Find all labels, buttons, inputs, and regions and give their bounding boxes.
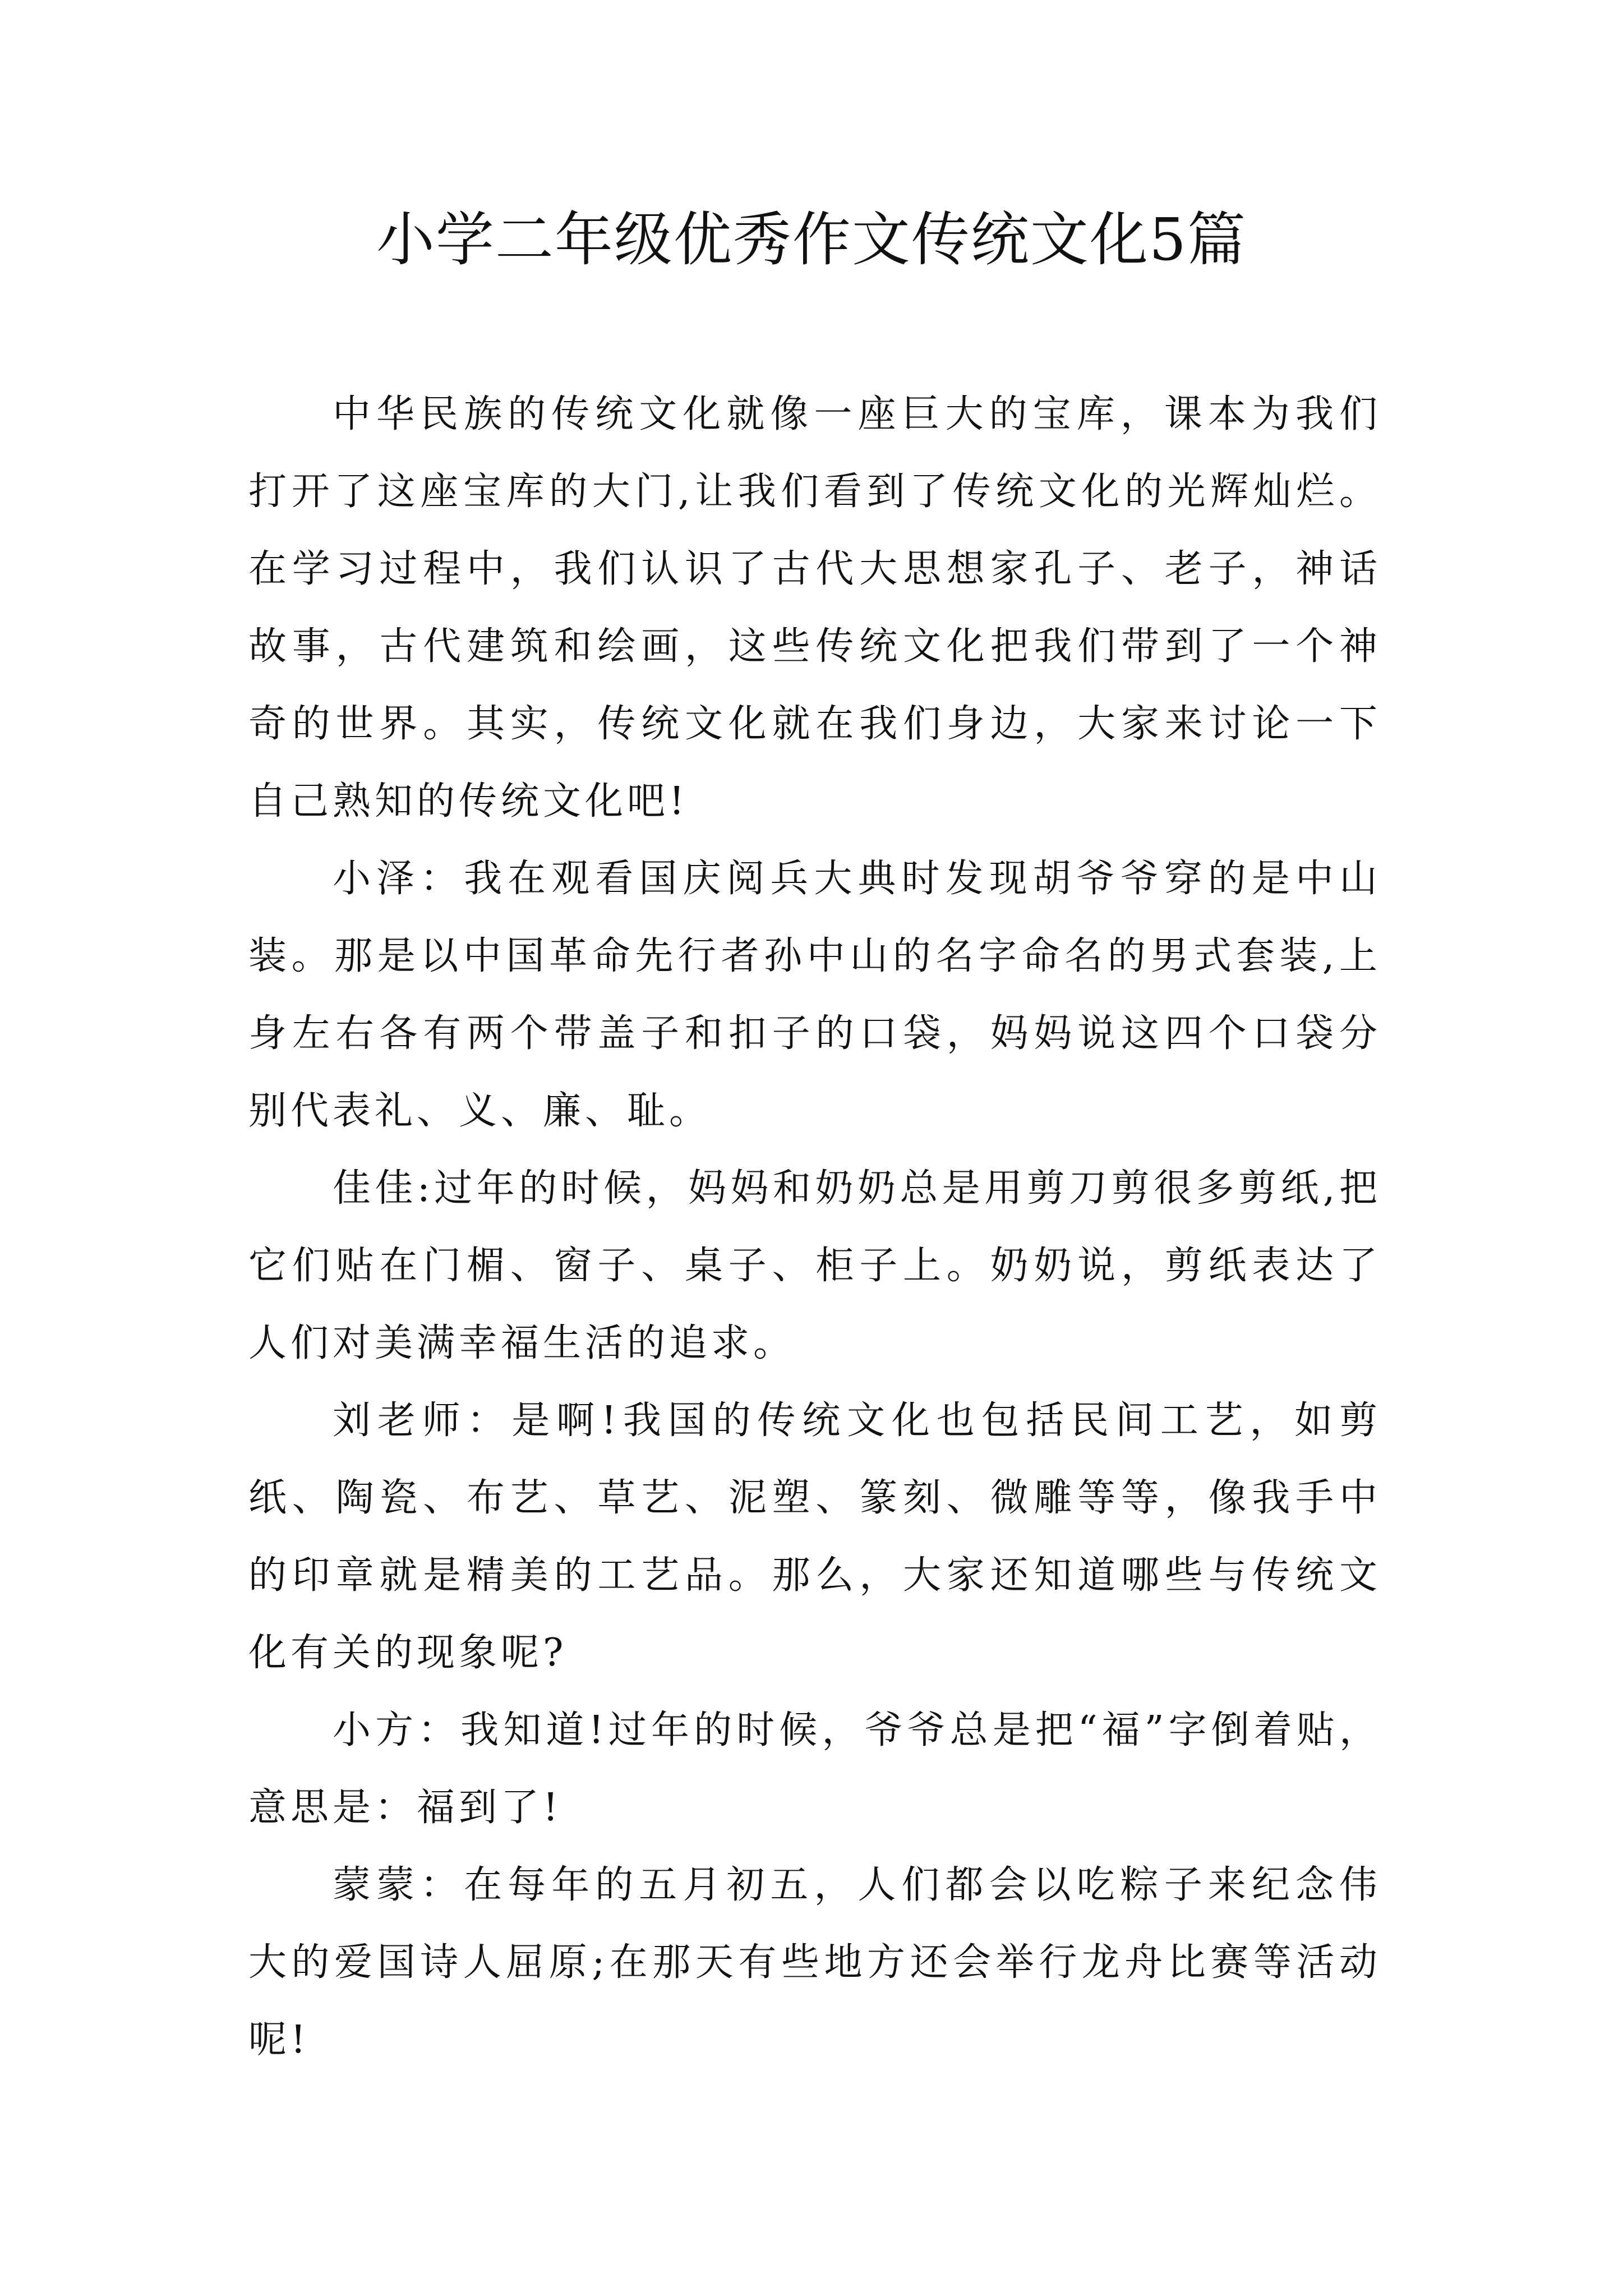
paragraph-xiaofang: 小方：我知道!过年的时候，爷爷总是把“福”字倒着贴，意思是：福到了! <box>248 1708 1381 1830</box>
paragraph-mengmeng: 蒙蒙：在每年的五月初五，人们都会以吃粽子来纪念伟大的爱国诗人屈原;在那天有些地方还会举行龙舟比赛等活动呢! <box>248 1863 1381 2062</box>
paragraph-teacher-liu: 刘老师：是啊!我国的传统文化也包括民间工艺，如剪纸、陶瓷、布艺、草艺、泥塑、篆刻、微雕等等，像我手中的印章就是精美的工艺品。那么，大家还知道哪些与传统文化有关的现象呢? <box>248 1398 1381 1675</box>
paragraph-intro: 中华民族的传统文化就像一座巨大的宝库，课本为我们打开了这座宝库的大门,让我们看到了传统文化的光辉灿烂。在学习过程中，我们认识了古代大思想家孔子、老子，神话故事，古代建筑和绘画，这些传统文化把我们带到了一个神奇的世界。其实，传统文化就在我们身边，大家来讨论一下自己熟知的传统文化吧! <box>248 392 1381 823</box>
paragraph-jiajia: 佳佳:过年的时候，妈妈和奶奶总是用剪刀剪很多剪纸,把它们贴在门楣、窗子、桌子、柜子上。奶奶说，剪纸表达了人们对美满幸福生活的追求。 <box>248 1166 1381 1365</box>
document-title: 小学二年级优秀作文传统文化5篇 <box>376 205 1247 274</box>
paragraph-xiaoze: 小泽：我在观看国庆阅兵大典时发现胡爷爷穿的是中山装。那是以中国革命先行者孙中山的名字命名的男式套装,上身左右各有两个带盖子和扣子的口袋，妈妈说这四个口袋分别代表礼、义、廉、耻。 <box>248 857 1381 1133</box>
document-body <box>248 376 1381 2079</box>
